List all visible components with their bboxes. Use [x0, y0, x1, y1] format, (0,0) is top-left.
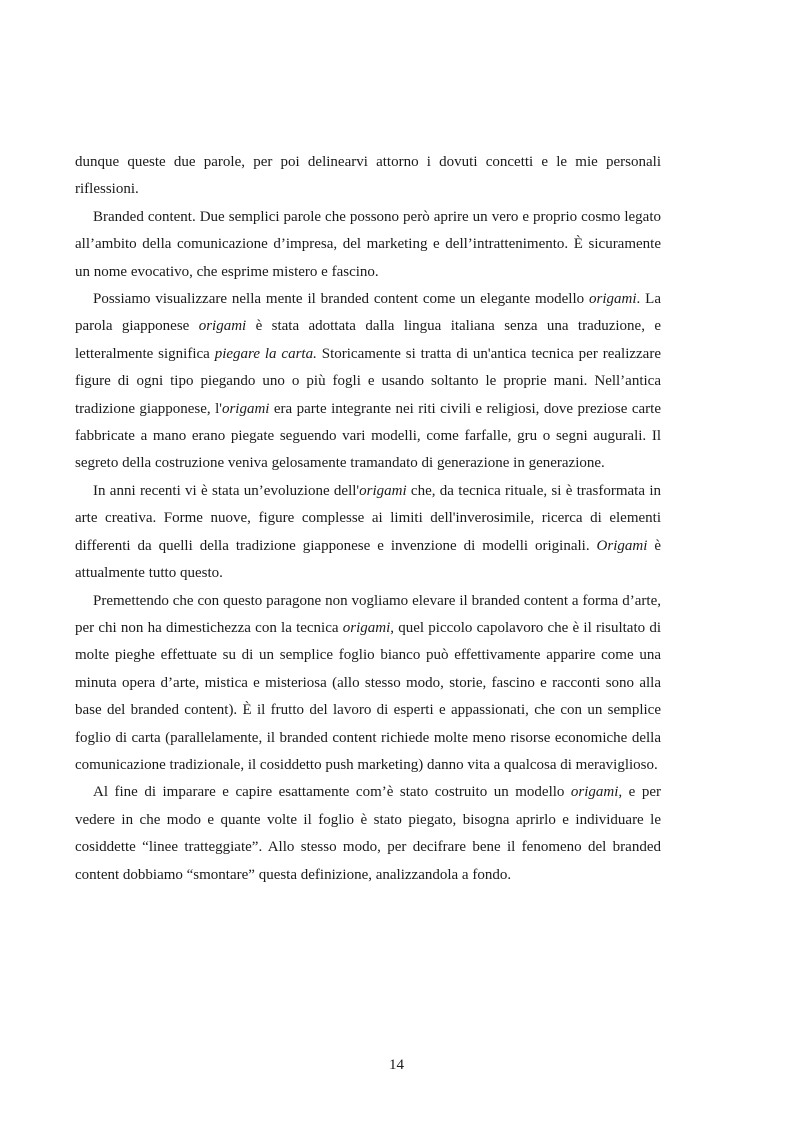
text-run: era parte integrante nei riti civili e religiosi, dove preziose carte fabbricate a mano erano piegate seguendo vari modelli, come farfalle, gru o segni augurali. Il segreto della costruzione veniva gelosamente tramandato di generazione in generazione. [75, 400, 661, 472]
paragraph [75, 588, 661, 780]
text-run: Storicamente si tratta di un'antica tecnica per realizzare figure di ogni tipo piegando uno o più fogli e usando soltanto le proprie mani. Nell’antica tradizione giapponese, l' [75, 345, 661, 417]
text-run: dunque queste due parole, per poi delinearvi attorno i dovuti concetti e le mie personali riflessioni. [75, 154, 661, 198]
text-run: Branded content. Due semplici parole che possono però aprire un vero e proprio cosmo legato all’ambito della comunicazione d’impresa, del marketing e dell’intrattenimento. È sicuramente un nome evocativo, che esprime mistero e fascino. [75, 208, 661, 280]
text-run: che, da tecnica rituale, si è trasformata in arte creativa. Forme nuove, figure complesse ai limiti dell'inverosimile, ricerca di elementi differenti da quelli della tradizione giapponese e invenzione di modelli originali. [75, 482, 661, 554]
paragraph [75, 149, 661, 204]
text-run: In anni recenti vi è stata un’evoluzione dell' [93, 482, 360, 499]
text-run: , quel piccolo capolavoro che è il risultato di molte pieghe effettuate su di un semplice foglio bianco può effettivamente apparire come una minuta opera d’arte, mistica e misteriosa (allo stesso modo, storie, fascino e racconti sono alla base del branded content). È il frutto del lavoro di esperti e appassionati, che con un semplice foglio di carta (parallelamente, il branded content richiede molte meno risorse economiche della comunicazione tradizionale, il cosiddetto push marketing) danno vita a qualcosa di meraviglioso. [75, 619, 661, 773]
paragraph [75, 286, 661, 478]
italic-text-run: piegare la carta. [214, 345, 317, 362]
paragraph [75, 779, 661, 889]
italic-text-run: Origami [596, 537, 648, 554]
italic-text-run: origami, [570, 784, 623, 801]
italic-text-run: origami [221, 400, 270, 417]
text-run: Premettendo che con questo paragone non vogliamo elevare il branded content a forma d’arte, per chi non ha dimestichezza con la tecnica [75, 592, 661, 636]
text-run: . La parola giapponese [75, 291, 661, 335]
text-run: è stata adottata dalla lingua italiana senza una traduzione, e letteralmente significa [75, 318, 661, 362]
text-run: Possiamo visualizzare nella mente il branded content come un elegante modello [93, 291, 590, 308]
paragraph [75, 204, 661, 286]
italic-text-run: origami [359, 482, 407, 499]
italic-text-run: origami [589, 291, 637, 308]
paragraph [75, 478, 661, 588]
page-number: 14 [389, 1057, 404, 1073]
italic-text-run: origami [342, 619, 391, 636]
text-run: e per vedere in che modo e quante volte il foglio è stato piegato, bisogna aprirlo e individuare le cosiddette “linee tratteggiate”. Allo stesso modo, per decifrare bene il fenomeno del branded content dobbiamo “smontare” questa definizione, analizzandola a fondo. [75, 784, 661, 883]
italic-text-run: origami [198, 318, 247, 335]
text-run: è attualmente tutto questo. [75, 537, 661, 582]
body-text [75, 149, 661, 889]
text-run: Al fine di imparare e capire esattamente com’è stato costruito un modello [93, 784, 571, 801]
